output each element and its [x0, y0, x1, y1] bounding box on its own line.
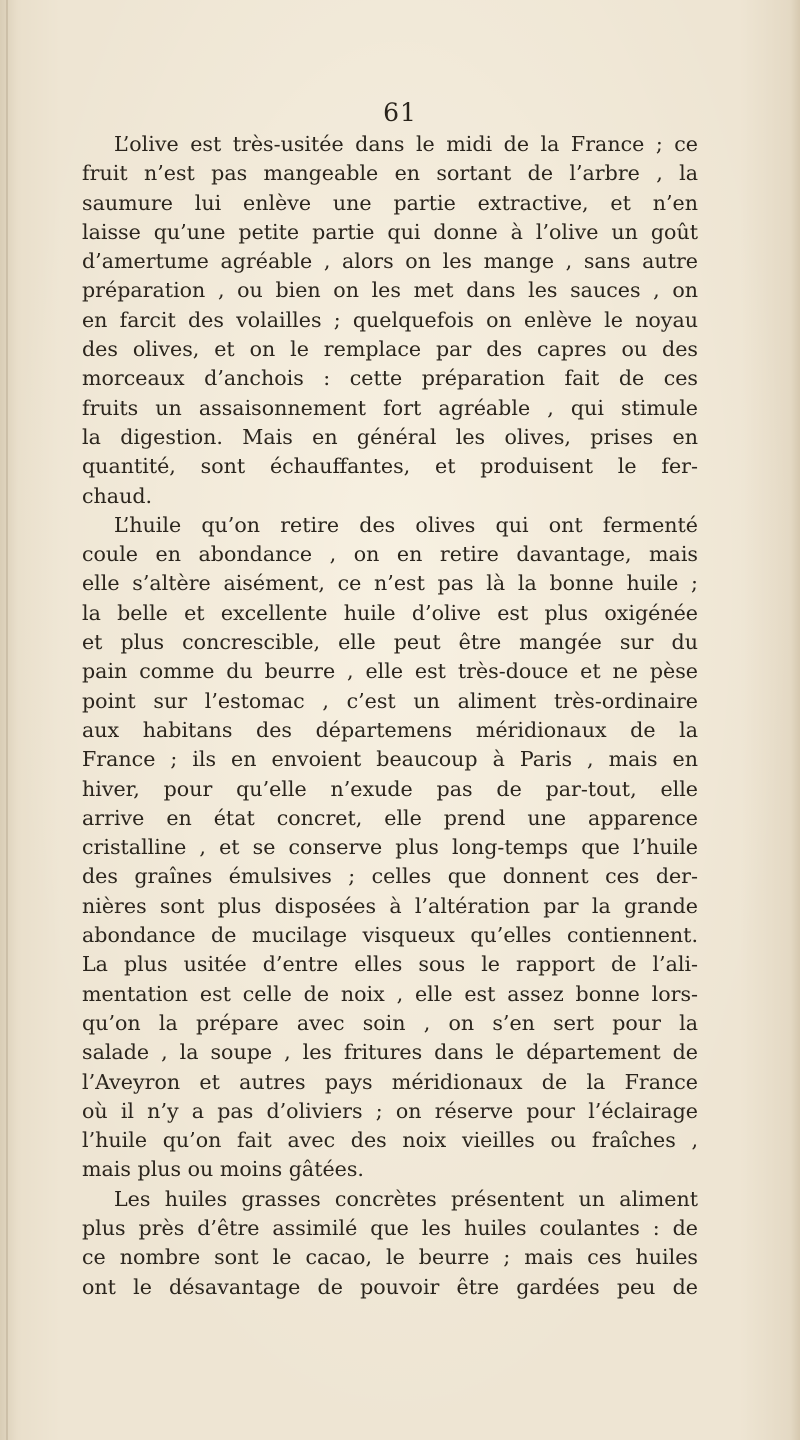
text-line: mais plus ou moins gâtées. — [82, 1157, 364, 1182]
text-line: fruit n’est pas mangeable en sortant de l’arbre , la — [82, 161, 698, 186]
text-line: des graînes émulsives ; celles que donnent ces der- — [82, 864, 698, 889]
text-line: pain comme du beurre , elle est très-douce et ne pèse — [82, 659, 698, 684]
text-line: où il n’y a pas d’oliviers ; on réserve pour l’éclairage — [82, 1098, 698, 1123]
text-line: laisse qu’une petite partie qui donne à l’olive un goût — [82, 219, 698, 244]
text-line: qu’on la prépare avec soin , on s’en sert pour la — [82, 1010, 698, 1035]
text-line: la belle et excellente huile d’olive est plus oxigénée — [82, 600, 698, 625]
text-line: chaud. — [82, 483, 153, 508]
text-line: La plus usitée d’entre elles sous le rapport de l’ali- — [82, 952, 698, 977]
text-line: L’huile qu’on retire des olives qui ont fermenté — [114, 512, 698, 537]
text-line: ce nombre sont le cacao, le beurre ; mais ces huiles — [82, 1245, 698, 1270]
text-line: morceaux d’anchois : cette préparation fait de ces — [82, 366, 698, 391]
text-line: d’amertume agréable , alors on les mange , sans autre — [82, 249, 698, 274]
text-line: fruits un assaisonnement fort agréable , qui stimule — [82, 395, 698, 420]
text-line: nières sont plus disposées à l’altération par la grande — [82, 893, 698, 918]
text-line: des olives, et on le remplace par des capres ou des — [82, 337, 698, 362]
text-line: coule en abondance , on en retire davantage, mais — [82, 542, 698, 567]
text-line: saumure lui enlève une partie extractive, et n’en — [82, 190, 698, 215]
text-line: en farcit des volailles ; quelquefois on enlève le noyau — [82, 307, 698, 332]
text-line: France ; ils en envoient beaucoup à Paris , mais en — [82, 747, 698, 772]
text-line: cristalline , et se conserve plus long-temps que l’huile — [82, 835, 698, 860]
text-line: plus près d’être assimilé que les huiles coulantes : de — [82, 1215, 698, 1240]
text-line: quantité, sont échauffantes, et produisent le fer- — [82, 454, 698, 479]
text-line: Les huiles grasses concrètes présentent un aliment — [114, 1186, 698, 1211]
text-line: abondance de mucilage visqueux qu’elles contiennent. — [82, 923, 698, 948]
text-line: ont le désavantage de pouvoir être gardées peu de — [82, 1274, 698, 1299]
text-line: la digestion. Mais en général les olives, prises en — [82, 424, 698, 449]
page-edge-shadow — [6, 0, 8, 1440]
text-line: et plus concrescible, elle peut être mangée sur du — [82, 630, 698, 655]
body-text — [82, 130, 698, 1302]
text-line: aux habitans des départemens méridionaux de la — [82, 717, 698, 742]
page-number: 61 — [383, 98, 417, 127]
text-line: mentation est celle de noix , elle est assez bonne lors- — [82, 981, 698, 1006]
text-line: préparation , ou bien on les met dans les sauces , on — [82, 278, 698, 303]
text-line: point sur l’estomac , c’est un aliment très-ordinaire — [82, 688, 698, 713]
text-line: arrive en état concret, elle prend une apparence — [82, 805, 698, 830]
text-line: l’huile qu’on fait avec des noix vieilles ou fraîches , — [82, 1128, 698, 1153]
text-line: L’olive est très-usitée dans le midi de la France ; ce — [114, 132, 698, 156]
text-line: salade , la soupe , les fritures dans le département de — [82, 1040, 698, 1065]
text-line: l’Aveyron et autres pays méridionaux de la France — [82, 1069, 698, 1094]
text-line: elle s’altère aisément, ce n’est pas là la bonne huile ; — [82, 571, 698, 596]
text-line: hiver, pour qu’elle n’exude pas de par-tout, elle — [82, 776, 698, 801]
